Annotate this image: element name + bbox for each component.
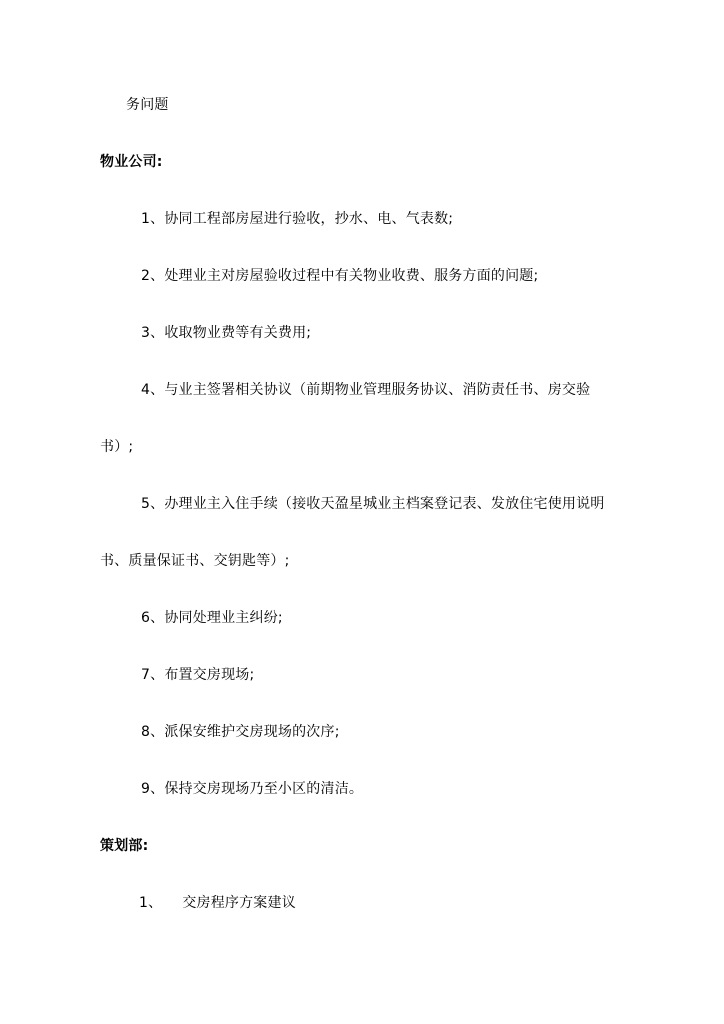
list-item (141, 608, 283, 628)
item-separator: 、 (148, 895, 163, 911)
section-heading-planning-dept: 策划部: (100, 838, 149, 854)
item-text: 协同处理业主纠纷; (164, 610, 283, 626)
item-number: 7 (141, 667, 151, 683)
item-separator: 、 (150, 268, 165, 284)
item-text: 布置交房现场; (164, 667, 255, 683)
item-separator: 、 (150, 610, 165, 626)
list-item (139, 893, 296, 913)
item-text: 办理业主入住手续（接收天盈星城业主档案登记表、发放住宅使用说明 (164, 496, 605, 512)
section-heading-property-company: 物业公司: (100, 154, 163, 170)
item-text: 协同工程部房屋进行验收，抄水、电、气表数; (164, 211, 454, 227)
continuation-text: 务问题 (126, 97, 169, 113)
list-item (141, 266, 538, 286)
item-number: 1 (141, 211, 151, 227)
item-text: 处理业主对房屋验收过程中有关物业收费、服务方面的问题; (164, 268, 539, 284)
list-item (141, 323, 311, 343)
list-item (141, 380, 590, 400)
item-number: 2 (141, 268, 151, 284)
list-item-continuation: 书）; (100, 439, 134, 455)
list-item (141, 779, 363, 799)
item-number: 4 (141, 382, 151, 398)
item-text: 与业主签署相关协议（前期物业管理服务协议、消防责任书、房交验 (164, 382, 591, 398)
item-separator: 、 (150, 724, 165, 740)
item-text: 交房程序方案建议 (182, 895, 296, 911)
list-item (141, 494, 605, 514)
item-text: 收取物业费等有关费用; (164, 325, 312, 341)
list-item (141, 722, 340, 742)
item-number: 9 (141, 781, 151, 797)
item-separator: 、 (150, 667, 165, 683)
list-item (141, 665, 254, 685)
item-number: 1 (139, 895, 149, 911)
item-separator: 、 (150, 496, 165, 512)
item-number: 5 (141, 496, 151, 512)
item-number: 3 (141, 325, 151, 341)
item-separator: 、 (150, 325, 165, 341)
item-text: 派保安维护交房现场的次序; (164, 724, 340, 740)
list-item-continuation: 书、质量保证书、交钥匙等）; (100, 553, 290, 569)
item-separator: 、 (150, 382, 165, 398)
list-item (141, 209, 453, 229)
item-text: 保持交房现场乃至小区的清洁。 (164, 781, 364, 797)
item-number: 8 (141, 724, 151, 740)
item-number: 6 (141, 610, 151, 626)
item-separator: 、 (150, 781, 165, 797)
item-separator: 、 (150, 211, 165, 227)
